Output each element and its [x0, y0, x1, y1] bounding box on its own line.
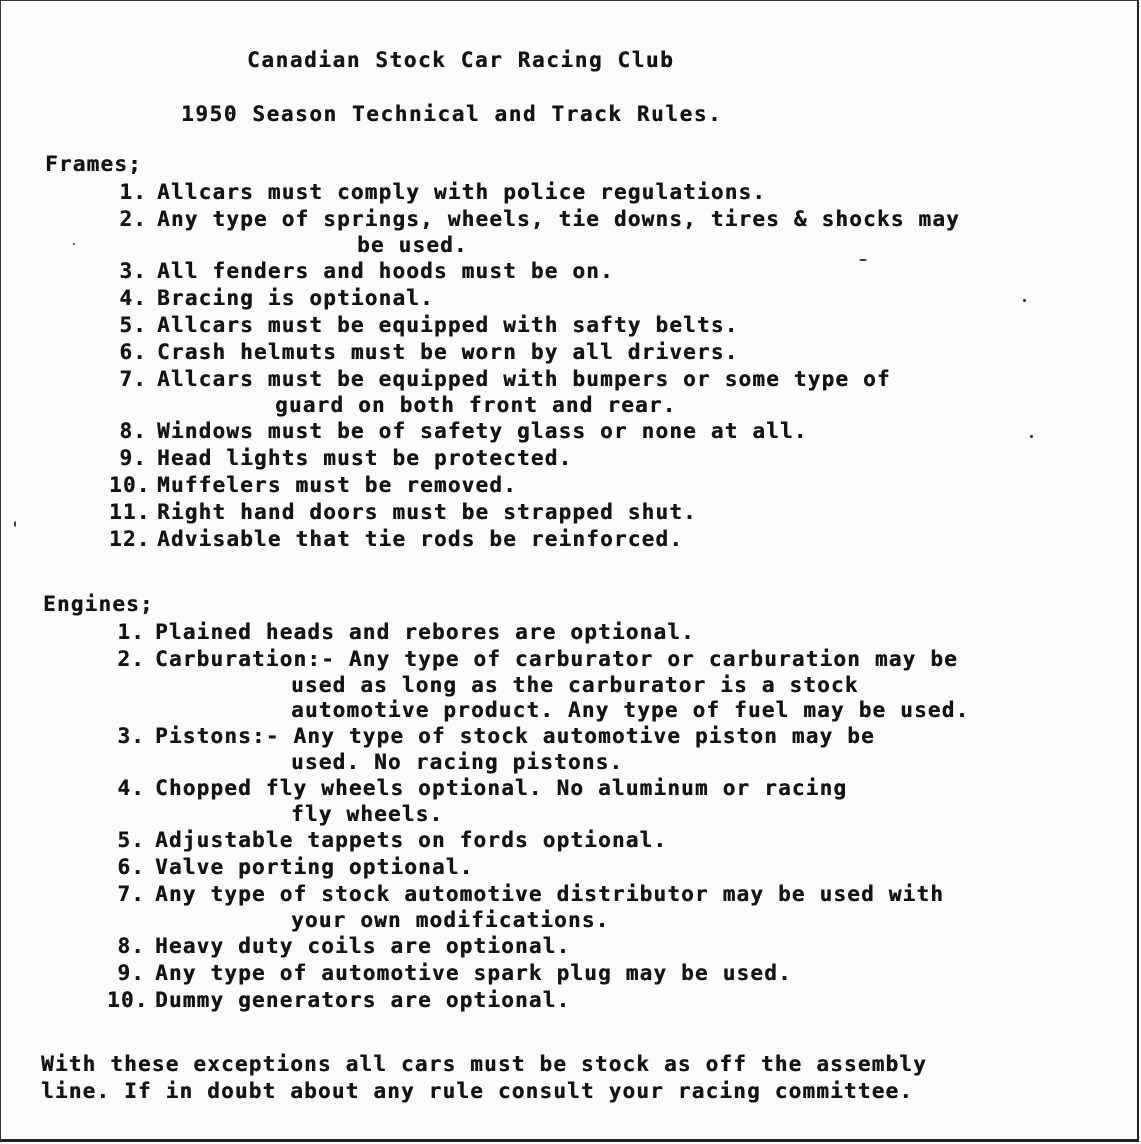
rule-text: Allcars must comply with police regulations. — [157, 180, 767, 204]
closing-line-1: With these exceptions all cars must be stock as off the assembly — [41, 1052, 927, 1076]
rule-text: Allcars must be equipped with bumpers or some type of — [157, 367, 891, 391]
frames-rule-8 — [109, 418, 1137, 445]
rule-continuation: guard on both front and rear. — [275, 393, 677, 417]
engines-rule-1 — [107, 619, 1137, 646]
rule-number: 5. — [117, 828, 145, 852]
frames-rule-9 — [109, 445, 1137, 472]
rule-text: Carburation:- Any type of carburator or carburation may be — [155, 647, 958, 671]
engines-rule-10 — [107, 987, 1137, 1014]
rule-text: Right hand doors must be strapped shut. — [157, 500, 697, 524]
rule-number: 5. — [119, 313, 147, 337]
rule-text: Plained heads and rebores are optional. — [155, 620, 695, 644]
rule-text: Valve porting optional. — [155, 855, 474, 879]
engines-rule-8 — [107, 933, 1137, 960]
rule-text: Adjustable tappets on fords optional. — [155, 828, 668, 852]
rule-number: 1. — [119, 180, 147, 204]
rule-text: Crash helmuts must be worn by all drivers. — [157, 340, 739, 364]
engines-rule-3 — [107, 723, 1137, 775]
rule-number: 7. — [117, 882, 145, 906]
frames-rule-2 — [109, 206, 1137, 258]
rule-continuation: fly wheels. — [291, 802, 444, 826]
rule-number: 3. — [117, 724, 145, 748]
rule-number: 6. — [117, 855, 145, 879]
rule-text: Head lights must be protected. — [157, 446, 573, 470]
rule-text: Any type of springs, wheels, tie downs, tires & shocks may — [157, 207, 960, 231]
rule-text: Any type of stock automotive distributor may be used with — [155, 882, 945, 906]
frames-rule-7 — [109, 366, 1137, 418]
rule-continuation: your own modifications. — [291, 908, 610, 932]
engines-heading: Engines; — [43, 592, 154, 616]
rule-text: Advisable that tie rods be reinforced. — [157, 527, 684, 551]
document-subtitle: 1950 Season Technical and Track Rules. — [181, 102, 723, 126]
engines-rule-6 — [107, 854, 1137, 881]
scan-speck — [73, 243, 75, 245]
engines-rule-4 — [107, 775, 1137, 827]
rule-text: All fenders and hoods must be on. — [157, 259, 614, 283]
frames-rule-5 — [109, 312, 1137, 339]
rule-text: Heavy duty coils are optional. — [155, 934, 571, 958]
engines-rule-2 — [107, 646, 1137, 723]
frames-rule-11 — [109, 499, 1137, 526]
rule-continuation: automotive product. Any type of fuel may be used. — [291, 698, 970, 722]
scan-speck — [1023, 299, 1026, 302]
closing-line-2: line. If in doubt about any rule consult your racing committee. — [41, 1079, 914, 1103]
frames-rule-1 — [109, 179, 1137, 206]
scan-speck — [859, 259, 867, 261]
rule-number: 2. — [117, 647, 145, 671]
rule-text: Muffelers must be removed. — [157, 473, 517, 497]
rule-number: 6. — [119, 340, 147, 364]
rule-number: 9. — [119, 446, 147, 470]
rule-text: Any type of automotive spark plug may be used. — [155, 961, 792, 985]
frames-rule-6 — [109, 339, 1137, 366]
engines-rule-7 — [107, 881, 1137, 933]
engines-rule-9 — [107, 960, 1137, 987]
rule-text: Windows must be of safety glass or none at all. — [157, 419, 808, 443]
rule-continuation: used as long as the carburator is a stock — [291, 673, 859, 697]
frames-rule-list — [109, 179, 1137, 553]
document-title: Canadian Stock Car Racing Club — [247, 48, 675, 72]
scan-speck — [1030, 435, 1033, 438]
rule-number: 12. — [109, 527, 151, 551]
rule-number: 7. — [119, 367, 147, 391]
frames-rule-10 — [109, 472, 1137, 499]
rule-text: Bracing is optional. — [157, 286, 434, 310]
rule-number: 1. — [117, 620, 145, 644]
engines-rule-list — [107, 619, 1137, 1014]
rule-text: Dummy generators are optional. — [155, 988, 571, 1012]
rule-number: 8. — [119, 419, 147, 443]
scan-speck — [14, 521, 16, 527]
rule-text: Allcars must be equipped with safty belts. — [157, 313, 739, 337]
rule-number: 4. — [117, 776, 145, 800]
rule-number: 10. — [107, 988, 149, 1012]
rule-text: Pistons:- Any type of stock automotive piston may be — [155, 724, 875, 748]
frames-rule-4 — [109, 285, 1137, 312]
rule-continuation: be used. — [357, 233, 468, 257]
rule-number: 4. — [119, 286, 147, 310]
engines-rule-5 — [107, 827, 1137, 854]
rule-text: Chopped fly wheels optional. No aluminum or racing — [155, 776, 848, 800]
rule-number: 2. — [119, 207, 147, 231]
rule-continuation: used. No racing pistons. — [291, 750, 624, 774]
frames-heading: Frames; — [45, 152, 142, 176]
frames-rule-12 — [109, 526, 1137, 553]
rule-number: 11. — [109, 500, 151, 524]
frames-rule-3 — [109, 258, 1137, 285]
rule-number: 3. — [119, 259, 147, 283]
rule-number: 9. — [117, 961, 145, 985]
rule-number: 10. — [109, 473, 151, 497]
rule-number: 8. — [117, 934, 145, 958]
closing-paragraph — [41, 1051, 1121, 1105]
